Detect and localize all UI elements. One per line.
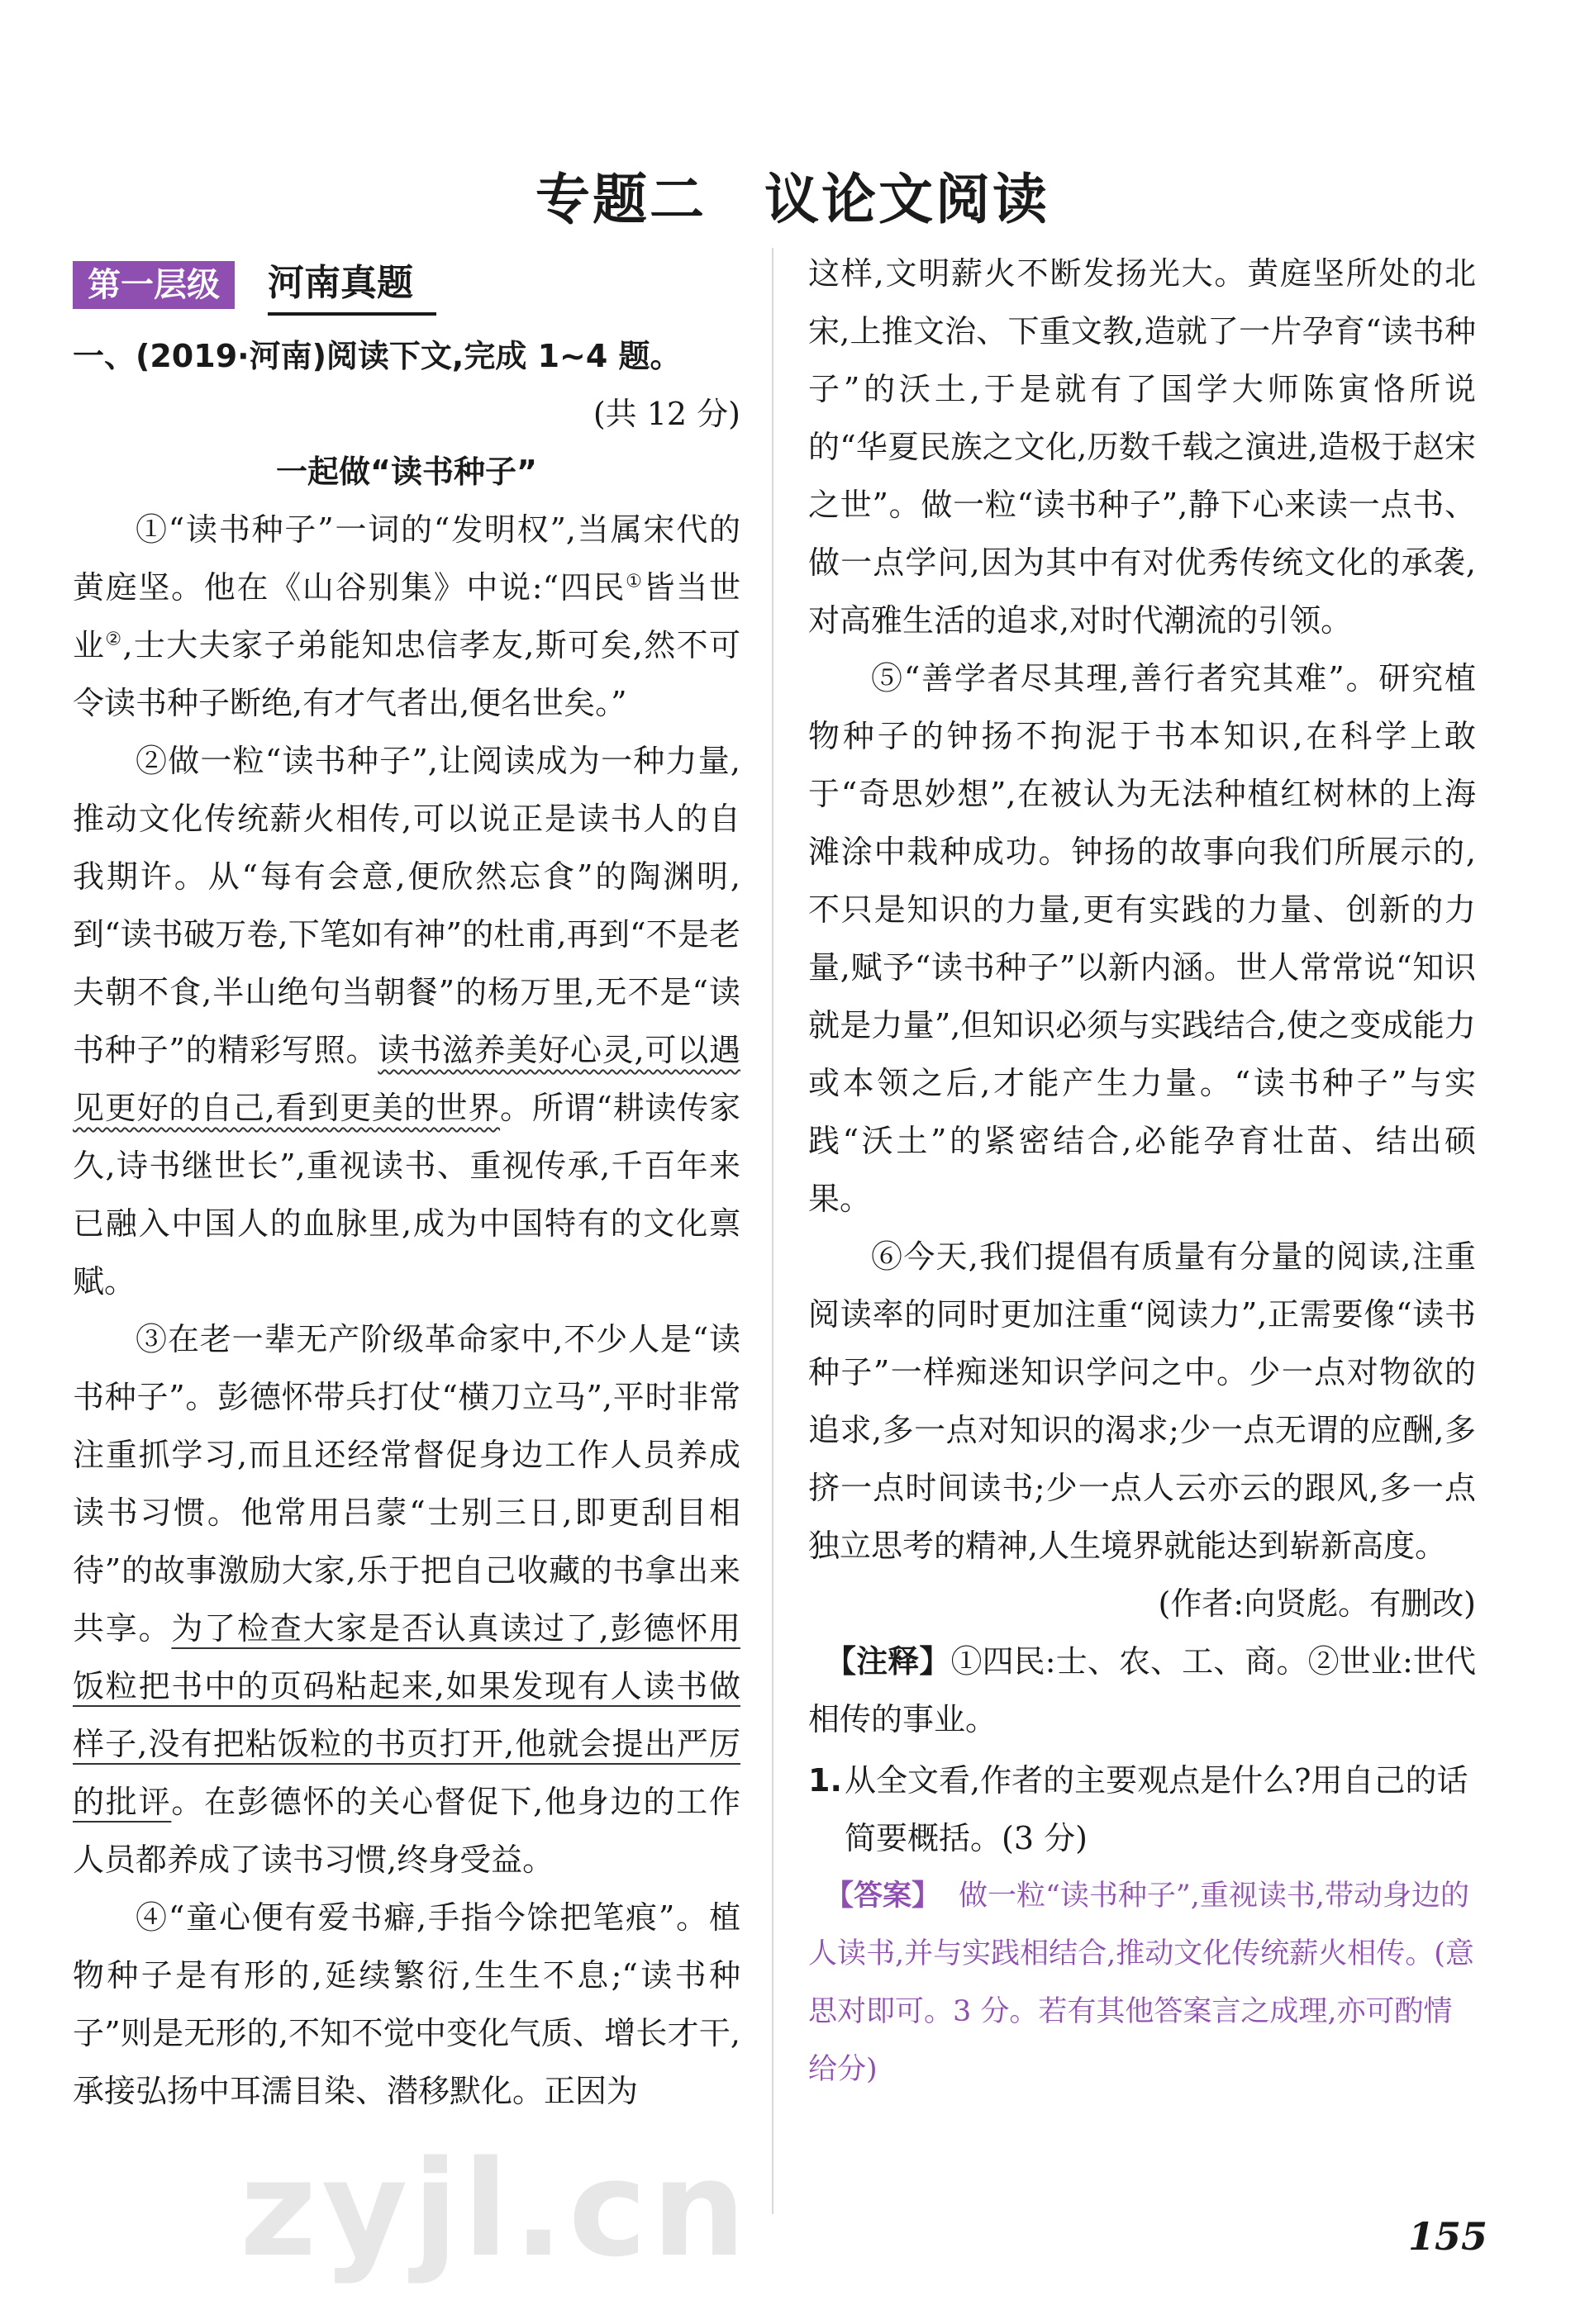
footnote-1-marker: ① (626, 571, 644, 592)
question-head: 一、(2019·河南)阅读下文,完成 1~4 题。 (73, 338, 682, 374)
paragraph-4-continued: 这样,文明薪火不断发扬光大。黄庭坚所处的北宋,上推文治、下重文教,造就了一片孕育“读书种子”的沃土,于是就有了国学大师陈寅恪所说的“华夏民族之文化,历数千载之演进,造极于赵宋之世”。做一粒“读书种子”,静下心来读一点书、做一点学问,因为其中有对优秀传统文化的承袭,对高雅生活的追求,对时代潮流的引领。 (808, 255, 1476, 639)
paragraph-6: ⑥今天,我们提倡有质量有分量的阅读,注重阅读率的同时更加注重“阅读力”,正需要像“读书种子”一样痴迷知识学问之中。少一点对物欲的追求,多一点对知识的渴求;少一点无谓的应酬,多挤一点时间读书;少一点人云亦云的跟风,多一点独立思考的精神,人生境界就能达到崭新高度。 (808, 1238, 1476, 1564)
question-1-text: 从全文看,作者的主要观点是什么?用自己的话简要概括。(3 分) (845, 1762, 1468, 1856)
paragraph-3: ③在老一辈无产阶级革命家中,不少人是“读书种子”。彭德怀带兵打仗“横刀立马”,平时非常注重抓学习,而且还经常督促身边工作人员养成读书习惯。他常用吕蒙“士别三日,即更刮目相待”的故事激励大家,乐于把自己收藏的书拿出来共享。为了检查大家是否认真读过了,彭德怀用饭粒把书中的页码粘起来,如果发现有人读书做样子,没有把粘饭粒的书页打开,他就会提出严厉的批评。在彭德怀的关心督促下,他身边的工作人员都养成了读书习惯,终身受益。 (73, 1321, 740, 1878)
author-line: (作者:向贤彪。有删改) (1158, 1585, 1476, 1622)
paragraph-1: ①“读书种子”一词的“发明权”,当属宋代的黄庭坚。他在《山谷别集》中说:“四民①皆当世业②,士大夫家子弟能知忠信孝友,斯可矣,然不可令读书种子断绝,有才气者出,便名世矣。” (73, 511, 740, 721)
title-part-2: 议论文阅读 (764, 168, 1050, 231)
answer-1 (808, 1867, 1476, 2098)
footnote-2-marker: ② (105, 629, 123, 650)
level-title: 河南真题 (268, 254, 436, 316)
answer-label: 【答案】 (825, 1880, 941, 1913)
paragraph-4: ④“童心便有爱书癖,手指今馀把笔痕”。植物种子是有形的,延续繁衍,生生不息;“读书种子”则是无形的,不知不觉中变化气质、增长才干,承接弘扬中耳濡目染、潜移默化。正因为 (73, 1899, 740, 2109)
level-header (73, 248, 740, 319)
right-column (808, 245, 1476, 2098)
annotation-text: ①四民:士、农、工、商。②世业:世代相传的事业。 (808, 1643, 1476, 1737)
level-badge: 第一层级 (73, 261, 235, 309)
left-column (73, 248, 740, 2120)
question-score: (共 12 分) (593, 396, 740, 432)
title-part-1: 专题二 (535, 168, 707, 231)
page-number: 155 (1407, 2214, 1487, 2259)
question-1-number: 1. (808, 1762, 842, 1799)
wavy-underlined-sentence: 读书滋养美好心灵,可以遇见更好的自己,看到更美的世界 (73, 1032, 740, 1126)
page-title (0, 155, 1585, 234)
paragraph-2: ②做一粒“读书种子”,让阅读成为一种力量,推动文化传统薪火相传,可以说正是读书人的自我期许。从“每有会意,便欣然忘食”的陶渊明,到“读书破万卷,下笔如有神”的杜甫,再到“不是老夫朝不食,半山绝句当朝餐”的杨万里,无不是“读书种子”的精彩写照。读书滋养美好心灵,可以遇见更好的自己,看到更美的世界。所谓“耕读传家久,诗书继世长”,重视读书、重视传承,千百年来已融入中国人的血脉里,成为中国特有的文化禀赋。 (73, 743, 740, 1300)
paragraph-5: ⑤“善学者尽其理,善行者究其难”。研究植物种子的钟扬不拘泥于书本知识,在科学上敢于“奇思妙想”,在被认为无法种植红树林的上海滩涂中栽种成功。钟扬的故事向我们所展示的,不只是知识的力量,更有实践的力量、创新的力量,赋予“读书种子”以新内涵。世人常常说“知识就是力量”,但知识必须与实践结合,使之变成能力或本领之后,才能产生力量。“读书种子”与实践“沃土”的紧密结合,必能孕育壮苗、结出硕果。 (808, 660, 1476, 1217)
annotation (808, 1633, 1476, 1748)
answer-text: 做一粒“读书种子”,重视读书,带动身边的人读书,并与实践相结合,推动文化传统薪火相传。(意思对即可。3 分。若有其他答案言之成理,亦可酌情给分) (808, 1880, 1474, 2086)
column-divider (772, 248, 773, 2214)
article-title: 一起做“读书种子” (276, 454, 537, 490)
watermark: zyjl.cn (240, 2132, 751, 2286)
annotation-label: 【注释】 (825, 1643, 951, 1680)
underlined-sentence: 为了检查大家是否认真读过了,彭德怀用饭粒把书中的页码粘起来,如果发现有人读书做样子,没有把粘饭粒的书页打开,他就会提出严厉的批评 (73, 1610, 740, 1820)
question-1 (808, 1751, 1476, 1867)
